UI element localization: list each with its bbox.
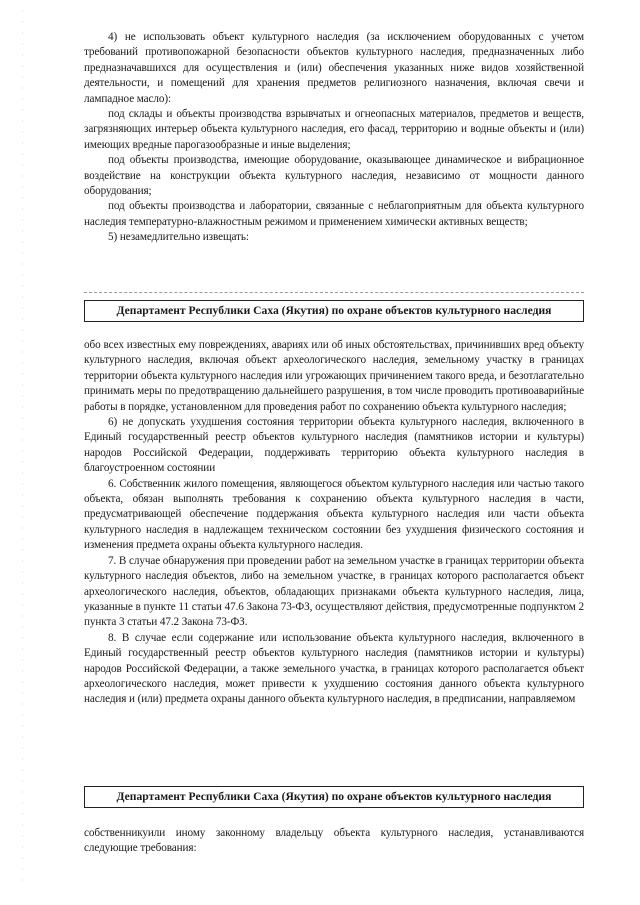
paragraph-clause-7: 7. В случае обнаружения при проведении работ на земельном участке в границах территории объекта культурного наследия объектов, либо на земельном участке, в границах которого располагается объект археологического наследия, объектов, обладающих признаками объекта культурного наследия, лица, указанные в пункте 11 статьи 47.6 Закона 73-ФЗ, осуществляют действия, предусмотренные подпунктом 2 пункта 3 статьи 47.2 Закона 73-ФЗ.	[84, 554, 584, 629]
page-separator	[84, 292, 584, 293]
paragraph-production: под объекты производства, имеющие оборудование, оказывающее динамическое и вибрационное воздействие на конструкции объекта культурного наследия, независимо от мощности данного оборудования;	[84, 154, 584, 198]
department-footer-banner: Департамент Республики Саха (Якутия) по охране объектов культурного наследия	[84, 786, 584, 808]
scan-edge-marks	[22, 10, 23, 890]
paragraph-clause-8: 8. В случае если содержание или использование объекта культурного наследия, включенного в Единый государственный реестр объектов культурного наследия (памятников истории и культуры) народов Российской Федерации, а также земельного участка, в границах которого располагается объект археологического наследия, может привести к ухудшению состояния данного объекта культурного наследия и (или) предмета охраны данного объекта культурного наследия, в предписании, направляемом	[84, 631, 584, 706]
paragraph-laboratories: под объекты производства и лаборатории, связанные с неблагоприятным для объекта культурного наследия температурно-влажностным режимом и применением химически активных веществ;	[84, 200, 584, 228]
text-block-1	[84, 30, 584, 246]
paragraph-item-6: 6) не допускать ухудшения состояния территории объекта культурного наследия, включенного в Единый государственный реестр объектов культурного наследия (памятников истории и культуры) народов Российской Федерации, поддерживать территорию объекта культурного наследия в благоустроенном состоянии	[84, 416, 584, 475]
text-block-3	[84, 826, 584, 857]
text-block-2	[84, 338, 584, 708]
paragraph-clause-6: 6. Собственник жилого помещения, являющегося объектом культурного наследия или частью такого объекта, обязан выполнять требования к сохранению объекта культурного наследия в части, предусматривающей обеспечение поддержания объекта культурного наследия или части объекта культурного наследия в надлежащем техническом состоянии без ухудшения физического состояния и изменения предмета охраны объекта культурного наследия.	[84, 477, 584, 552]
paragraph-requirements: собственникуили иному законному владельцу объекта культурного наследия, устанавливаются следующие требования:	[84, 827, 584, 855]
paragraph-storage: под склады и объекты производства взрывчатых и огнеопасных материалов, предметов и веществ, загрязняющих интерьер объекта культурного наследия, его фасад, территорию и водные объекты и (или) имеющих вредные парогазообразные и иные выделения;	[84, 108, 584, 151]
department-header-banner: Департамент Республики Саха (Якутия) по охране объектов культурного наследия	[84, 300, 584, 322]
paragraph-item-5: 5) незамедлительно извещать:	[108, 231, 249, 244]
paragraph-notify: обо всех известных ему повреждениях, авариях или об иных обстоятельствах, причинивших вред объекту культурного наследия, включая объект археологического наследия, земельному участку в границах территории объекта культурного наследия или угрожающих причинением такого вреда, и безотлагательно принимать меры по предотвращению дальнейшего разрушения, в том числе проводить противоаварийные работы в порядке, установленном для проведения работ по сохранению объекта культурного наследия;	[84, 339, 584, 413]
paragraph-item-4: 4) не использовать объект культурного наследия (за исключением оборудованных с учетом требований противопожарной безопасности объектов культурного наследия, предназначенных либо предназначавшихся для осуществления и (или) обеспечения указанных ниже видов хозяйственной деятельности, и помещений для хранения предметов религиозного назначения, включая свечи и лампадное масло):	[84, 31, 584, 105]
